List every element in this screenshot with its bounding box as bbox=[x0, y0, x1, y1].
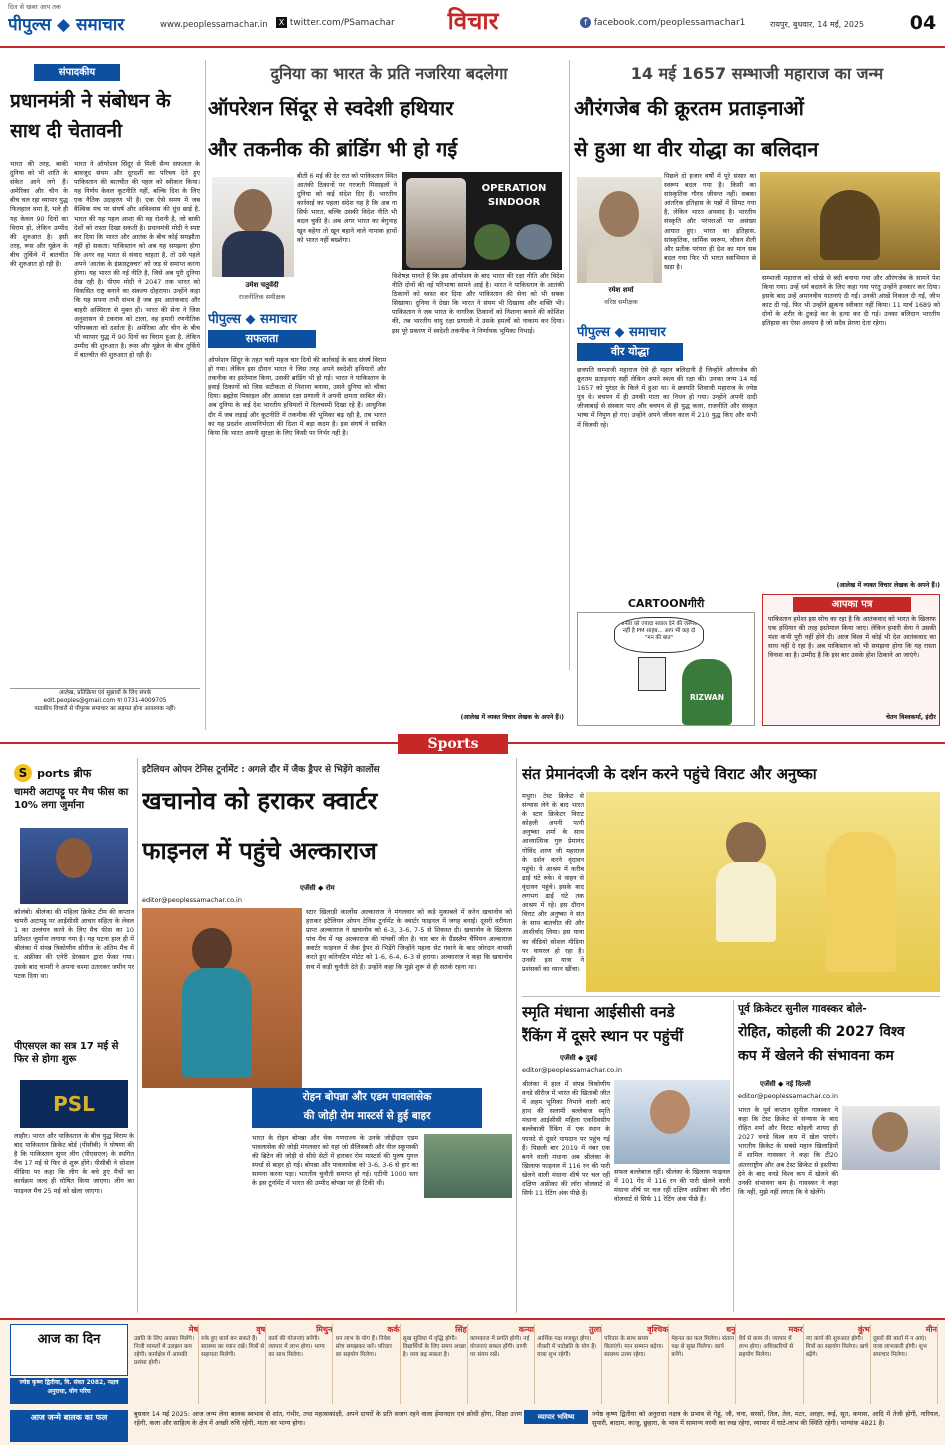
player-face-shape bbox=[56, 838, 92, 878]
zodiac-sign-cell bbox=[604, 1324, 669, 1404]
zodiac-sign-text: उन्नति के लिए अवसर मिलेंगे। निजी मामलों में उलझन कम रहेगी। कार्यक्षेत्र में आपकी प्रशंसा होगी। bbox=[134, 1336, 195, 1366]
article2-author-name: रमेश शर्मा bbox=[608, 286, 634, 294]
pm-photo-shape bbox=[406, 178, 466, 268]
facebook-link[interactable] bbox=[580, 17, 760, 33]
author-body-shape bbox=[587, 237, 653, 283]
footer-contact-label: आलेख, प्रतिक्रिया एवं सुझावों के लिए संपर्क bbox=[58, 690, 152, 696]
virat-anushka-photo bbox=[586, 792, 940, 992]
cartoon-label: CARTOONगीरी bbox=[627, 597, 705, 610]
mandhana-headline-line2: रैंकिंग में दूसरे स्थान पर पहुंचीं bbox=[522, 1027, 684, 1045]
column-divider bbox=[733, 1000, 734, 1312]
psl-logo: PSL bbox=[20, 1080, 128, 1128]
editorial-title: प्रधानमंत्री ने संबोधन के साथ दी चेतावनी bbox=[10, 90, 171, 142]
brief-headline-1: चामरी अटापट्टू पर मैच फीस का 10% लगा जुर्माना bbox=[14, 787, 129, 811]
zodiac-sign-text: परिवार के साथ समय बिताएंगे। मान सम्मान बढ़ेगा। स्वास्थ्य उत्तम रहेगा। bbox=[604, 1336, 664, 1358]
gavaskar-kicker: पूर्व क्रिकेटर सुनील गावस्कर बोले- bbox=[738, 1003, 867, 1015]
zodiac-sign-text: रुके हुए कार्य बन सकते हैं। स्वास्थ्य का ध्यान रखें। मित्रों से सहायता मिलेगी। bbox=[201, 1336, 265, 1358]
statue-shape bbox=[820, 190, 880, 260]
letters-label: आपका पत्र bbox=[793, 597, 911, 612]
zodiac-sign-text: नए कार्य की शुरुआत होगी। मित्रों का सहयोग मिलेगा। खर्च बढ़ेंगे। bbox=[805, 1336, 869, 1358]
letters-signature: चेतन विश्वकर्मा, इंदौर bbox=[885, 714, 936, 721]
article2-body-main: छत्रपति सम्भाजी महाराज ऐसे ही महान बलिदानी हैं जिन्होंने औरंगजेब की क्रूरतम प्रताड़नाएं सहीं लेकिन अपने स्वत्व की रक्षा की। उनका जन्म 14 मई 1657 को पुरंदर के किले में हुआ था। वे छत्रपति शिवाजी महाराज के ज्येष्ठ पुत्र थे। बचपन में ही उनकी माता का निधन हो गया। उन्होंने अपनी दादी जीजाबाई से संस्कार पाए और बचपन से ही युद्ध कला, राजनीति और संस्कृत भाषा में निपुण हो गए। उन्होंने अपने जीवन काल में 210 युद्ध किए और सभी में विजयी रहे। bbox=[577, 366, 757, 429]
facebook-handle: facebook.com/peoplessamachar1 bbox=[593, 18, 746, 28]
zodiac-sign-name: कुंभ bbox=[858, 1325, 870, 1334]
zodiac-sign-cell bbox=[268, 1324, 333, 1404]
zodiac-sign-name: मकर bbox=[788, 1325, 803, 1334]
army-chief-photo-shape bbox=[474, 224, 510, 260]
author-face-shape bbox=[234, 189, 272, 233]
article1-headline-line2: और तकनीक की ब्रांडिंग भी हो गई bbox=[208, 137, 458, 161]
today-text: ज्येष्ठ कृष्ण द्वितीया, वि. संवत 2082, नक्षत्र अनुराधा, योग परिघ bbox=[10, 1378, 128, 1404]
zodiac-sign-cell bbox=[739, 1324, 804, 1404]
zodiac-sign-cell bbox=[671, 1324, 736, 1404]
article1-body-intro: बीती 6 मई की देर रात को पाकिस्तान स्थित आतंकी ठिकानों पर गरजती मिसाइलों ने दुनिया को कई संदेश दिए हैं। भारतीय कार्रवाई का पहला संदेश यह है कि अब ना सिर्फ भारत, बल्कि उसकी विदेश नीति भी बदल चुकी है। अब अगर भारत का बेगुनाह खून बहेगा तो खून बहाने वाले नापाक हाथों को भारत नहीं बख्शेगा। bbox=[297, 172, 397, 244]
article2-badge-logo: पीपुल्स ◆ समाचार bbox=[577, 325, 666, 340]
bopanna-headline-line2: की जोड़ी रोम मास्टर्स से हुई बाहर bbox=[303, 1110, 431, 1122]
cartoon-panel bbox=[577, 612, 755, 726]
article1-author-name: उमेश चतुर्वेदी bbox=[245, 281, 279, 289]
x-logo-icon: X bbox=[276, 17, 287, 28]
sambhaji-statue-photo bbox=[760, 172, 940, 270]
zodiac-sign-name: तुला bbox=[589, 1325, 602, 1334]
bopanna-photo bbox=[424, 1134, 512, 1198]
article2-body-intro: पिछले दो हजार वर्षों में पूरे संसार का स्वरूप बदल गया है। किसी का सांस्कृतिक गौरव जीवन्त नहीं। सबका आंतरिक इतिहास के पन्नों में सिमट गया है, लेकिन भारत अपवाद है। भारतीय संस्कृति और परंपराओं पर असंख्य आघात हुए। भारत का इतिहास, सांस्कृतिक, धार्मिक स्वरूप, जीवन शैली और प्रतीक परंपरा ही देश का मान सब बदल गया फिर भी भारत स्वाभिमान से खड़ा है। bbox=[664, 172, 756, 271]
zodiac-sign-name: वृश्चिक bbox=[647, 1325, 669, 1334]
cartoon-shirt-text: RIZWAN bbox=[689, 693, 725, 702]
zodiac-sign-name: कन्या bbox=[518, 1325, 534, 1334]
zodiac-sign-text: दूसरों की बातों में न आएं। यात्रा लाभकारी होगी। शुभ समाचार मिलेगा। bbox=[872, 1336, 927, 1358]
article1-badge-logo: पीपुल्स ◆ समाचार bbox=[208, 312, 297, 327]
zodiac-sign-cell bbox=[806, 1324, 871, 1404]
zodiac-sign-text: कार्य की योजनाएं बनेंगी। व्यापार में लाभ होगा। भाग्य का साथ मिलेगा। bbox=[268, 1336, 325, 1358]
operation-sindoor-logo-text: OPERATION SINDOOR bbox=[481, 183, 547, 208]
author-photo-umesh bbox=[212, 177, 294, 277]
editorial-sidebox: भारत की तरह, बाकी दुनिया को भी शांति के संकेत आने लगे हैं। अमेरिका और चीन के बीच चल रहा व्यापार युद्ध फिलहाल थमा है, भले ही यह केवल 90 दिनों का विराम हो, लेकिन उम्मीद की शुरुआत है। इसी तरह, रूस और यूक्रेन के बीच तुर्किये में बातचीत की शुरुआत हो रही है। bbox=[10, 160, 68, 269]
dateline: रायपुर, बुधवार, 14 मई, 2025 bbox=[770, 20, 865, 29]
virat-headline: संत प्रेमानंदजी के दर्शन करने पहुंचे विराट और अनुष्का bbox=[522, 765, 817, 783]
brief-body-2: लाहौर। भारत और पाकिस्तान के बीच युद्ध विराम के बाद पाकिस्तान क्रिकेट बोर्ड (पीसीबी) ने घोषणा की है कि पाकिस्तान सुपर लीग (पीएसएल) के स्थगित मैच 17 मई से फिर से शुरू होंगे। पीसीबी ने सोशल मीडिया पर कहा कि लीग के बचे हुए मैचों का कार्यक्रम जल्द ही घोषित किया जाएगा। लीग का फाइनल मैच 25 मई को खेला जाएगा। bbox=[14, 1132, 134, 1195]
person-body-shape bbox=[716, 862, 776, 942]
alcaraz-kicker: इटैलियन ओपन टेनिस टूर्नामेंट : अगले दौर में जैक ड्रैपर से भिड़ेंगे कार्लोस bbox=[142, 765, 380, 775]
operation-sindoor-photo bbox=[402, 172, 562, 270]
gavaskar-photo bbox=[842, 1106, 940, 1170]
zodiac-sign-name: वृष bbox=[256, 1325, 266, 1334]
zodiac-sign-cell bbox=[537, 1324, 602, 1404]
sports-brief-text: ports ब्रीफ bbox=[37, 767, 92, 780]
pak-pm-photo-shape bbox=[516, 224, 552, 260]
mandhana-headline-line1: स्मृति मंधाना आईसीसी वनडे bbox=[522, 1003, 675, 1021]
saint-shape bbox=[826, 832, 896, 972]
twitter-link[interactable] bbox=[276, 17, 436, 33]
zodiac-sign-name: कर्क bbox=[387, 1325, 400, 1334]
cartoon-tv-shape bbox=[638, 657, 666, 691]
alcaraz-body: स्टार खिलाड़ी कार्लोस अल्काराज ने मंगलवार को कड़े मुकाबले में करेन खचानोव को हराकर इटैलियन ओपन टेनिस टूर्नामेंट के क्वार्टर फाइनल में जगह बनाई। दूसरी वरीयता प्राप्त अल्काराज ने खचानोव को 6-3, 3-6, 7-5 से शिकस्त दी। खचानोव के खिलाफ पांच मैच में यह अल्काराज की पांचवीं जीत है। चार बार के ग्रैंडस्लैम चैंपियन अल्काराज क्वार्टर फाइनल में जैक ड्रैपर से भिड़ेंगे जिन्होंने पहला सेट गंवाने के बाद जोरदार वापसी करते हुए कोरेनटिन मोटेट को 1-6, 6-4, 6-3 से हराया। अल्काराज ने कहा कि खचानोव सच में कड़ी चुनौती देते हैं। उन्होंने कहा कि मुझे शुरू से ही सतर्क रहना था। bbox=[306, 908, 512, 971]
author-body-shape bbox=[222, 231, 284, 277]
bottom-label: आज जन्मे बालक का फल bbox=[10, 1410, 128, 1442]
article1-badge-label: सफलता bbox=[208, 330, 316, 348]
editorial-footer bbox=[10, 688, 200, 730]
alcaraz-headline-line1: खचानोव को हराकर क्वार्टर bbox=[142, 787, 378, 815]
alcaraz-byline: एजेंसी ◆ रोम bbox=[300, 884, 335, 892]
article1-body-continued: विशेषज्ञ मानते हैं कि इस ऑपरेशन के बाद भारत की रक्षा नीति और विदेश नीति दोनों की नई परिभाषा सामने आई है। भारत ने पाकिस्तान के आतंकी ठिकानों को ध्वस्त कर दिया और पाकिस्तान की सेना को भी सबक सिखाया। दुनिया ने देखा कि भारत ने संयम भी दिखाया और शक्ति भी। पाकिस्तान ने जब भारत के नागरिक ठिकानों को निशाना बनाने की कोशिश की, तब भारतीय वायु रक्षा प्रणाली ने उसके हमलों को नाकाम कर दिया। इस पूरे प्रकरण में स्वदेशी तकनीक ने निर्णायक भूमिका निभाई। bbox=[392, 272, 564, 335]
zodiac-sign-name: मेष bbox=[188, 1325, 199, 1334]
chamari-photo bbox=[20, 828, 128, 904]
article2-headline-line1: औरंगजेब की क्रूरतम प्रताड़नाओं bbox=[574, 96, 804, 120]
player-body-shape bbox=[182, 968, 252, 1078]
bopanna-body: भारत के रोहन बोपन्ना और चेक गणराज्य के उनके जोड़ीदार एडम पावलासेक की जोड़ी मंगलवार को यहां जो सैलिसबरी और नील स्कूपस्की की ब्रिटेन की जोड़ी से सीधे सेटों में हारकर रोम मास्टर्स की पुरुष युगल स्पर्धा से बाहर हो गई। बोपन्ना और पावलासेक को 3-6, 3-6 से हार का सामना करना पड़ा। भारतीय चुनौती समाप्त हो गई। एटीपी 1000 स्तर के इस टूर्नामेंट में भारत की उम्मीद बोपन्ना पर ही टिकी थी। bbox=[252, 1134, 418, 1188]
article1-body-main: ऑपरेशन सिंदूर के तहत चली महज चार दिनों की कार्रवाई के बाद संघर्ष विराम हो गया। लेकिन इस दौरान भारत ने जिस तरह अपने स्वदेशी हथियारों और तकनीक का इस्तेमाल किया, उसकी ब्रांडिंग भी हो गई। भारत ने पाकिस्तान के हवाई ठिकानों को जिस सटीकता से निशाना बनाया, उसने दुनिया को चौंका दिया। ब्रह्मोस मिसाइल और आकाश रक्षा प्रणाली ने अपनी क्षमता साबित की। अब दुनिया के कई देश भारतीय हथियारों में दिलचस्पी दिखा रहे हैं। आधुनिक दौर में जब लड़ाई और कूटनीति में तकनीक की भूमिका बढ़ रही है, तब भारत का यह प्रदर्शन आत्मनिर्भरता की दिशा में बड़ा कदम है। इस संघर्ष ने साबित किया कि भारत अपनी सुरक्षा के लिए किसी पर निर्भर नहीं है। bbox=[208, 356, 386, 437]
zodiac-sign-name: सिंह bbox=[455, 1325, 467, 1334]
zodiac-sign-cell bbox=[470, 1324, 535, 1404]
person-face-shape bbox=[872, 1112, 908, 1152]
zodiac-sign-name: धनु bbox=[726, 1325, 736, 1334]
article1-kicker: दुनिया का भारत के प्रति नजरिया बदलेगा bbox=[270, 64, 508, 83]
letters-box bbox=[762, 594, 940, 726]
zodiac-sign-cell bbox=[201, 1324, 266, 1404]
zodiac-sign-cell bbox=[403, 1324, 468, 1404]
player-face-shape bbox=[650, 1090, 690, 1134]
editorial-label: संपादकीय bbox=[34, 64, 120, 81]
article2-body-continued: सम्भाजी महाराज को धोखे से बंदी बनाया गया और औरंगजेब के सामने पेश किया गया। उन्हें धर्म बदलने के लिए कहा गया परंतु उन्होंने इनकार कर दिया। इसके बाद उन्हें अमानवीय यातनाएं दी गईं। उनकी आंखें निकाल दी गईं, जीभ काट दी गई, फिर भी उन्होंने झुकना स्वीकार नहीं किया। 11 मार्च 1689 को दोनों के शरीर के टुकड़े कर के हत्या कर दी गई। उनका बलिदान भारतीय इतिहास का ऐसा अध्याय है जो सदैव प्रेरणा देता रहेगा। bbox=[762, 274, 940, 328]
footer-email[interactable]: edit.peoples@gmail.com या 0731-4009705 bbox=[43, 698, 167, 704]
author-face-shape bbox=[599, 191, 639, 237]
article2-badge-label: वीर योद्धा bbox=[577, 343, 683, 361]
zodiac-sign-text: धैर्य से काम लें। व्यापार में लाभ होगा। अधिकारियों से सहयोग मिलेगा। bbox=[738, 1336, 794, 1358]
mandhana-photo bbox=[614, 1080, 730, 1164]
bopanna-headline-line1: रोहन बोपन्ना और एडम पावलासेक bbox=[302, 1091, 432, 1103]
horoscope-section bbox=[0, 1318, 945, 1445]
gavaskar-email[interactable]: editor@peoplessamachar.co.in bbox=[738, 1092, 838, 1100]
zodiac-sign-text: आर्थिक पक्ष मजबूत होगा। नौकरी में पदोन्नति के योग हैं। यात्रा शुभ रहेगी। bbox=[537, 1336, 597, 1358]
zodiac-sign-cell bbox=[134, 1324, 199, 1404]
mandhana-body: श्रीलंका में हाल में संपन्न त्रिकोणीय वनडे सीरीज में भारत की खिताबी जीत में अहम भूमिका निभाने वाली बाएं हाथ की सलामी बल्लेबाज स्मृति मंधाना आईसीसी महिला एकदिवसीय बल्लेबाजी रैंकिंग में एक स्थान के फायदे से दूसरे पायदान पर पहुंच गई हैं। पिछली बार 2019 में नंबर एक बनने वाली मंधाना अब श्रीलंका के खिलाफ फाइनल में 116 रन की पारी खेलने वाली मंधाना शीर्ष पर चल रहीं दक्षिण अफ्रीका की लॉरा वोलवार्ट से सिर्फ 11 रेटिंग अंक पीछे हैं। bbox=[522, 1080, 610, 1198]
article2-note: (आलेख में व्यक्त विचार लेखक के अपने हैं।) bbox=[836, 582, 940, 589]
footer-disclaimer: पाठकीय विचारों से पीपुल्स समाचार का सहमत होना आवश्यक नहीं। bbox=[34, 706, 176, 712]
column-divider bbox=[137, 758, 138, 1313]
letters-body: पाकिस्तान हमेशा इस सोच का रहा है कि आतंकवाद को भारत के खिलाफ एक हथियार की तरह इस्तेमाल किया जाए। लेकिन हमारी सेना ने उसकी मंशा कभी पूरी नहीं होने दी। आज विश्व में कोई भी देश आतंकवाद का साथ नहीं दे रहा है। अब पाकिस्तान को भी समझना होगा कि यह रास्ता विनाश का है। उम्मीद है कि इस बार उसके होश ठिकाने आ जाएंगे। bbox=[768, 615, 936, 660]
zodiac-sign-cell bbox=[336, 1324, 401, 1404]
column-divider bbox=[569, 60, 570, 670]
bottom-text: बुधवार 14 मई 2025: आज जन्म लेना बालक स्वभाव से शांत, गंभीर, तथा महत्वाकांक्षी, अपने दायरों के प्रति सजग रहने वाला ईमानदार एवं क्रोधी होगा, शिक्षा उत्तम रहेगी, कला और साहित्य के क्षेत्र में अच्छी रुचि रहेगी, माता का भाग्य होगा। bbox=[134, 1410, 522, 1428]
zodiac-sign-name: मीन bbox=[925, 1325, 937, 1334]
mandhana-byline: एजेंसी ◆ दुबई bbox=[560, 1054, 598, 1062]
article1-author-role: राजनीतिक समीक्षक bbox=[238, 293, 286, 301]
twitter-handle: twitter.com/PSamachar bbox=[289, 18, 395, 28]
gavaskar-byline: एजेंसी ◆ नई दिल्ली bbox=[760, 1080, 811, 1088]
author-photo-ramesh bbox=[577, 177, 662, 283]
player-head-shape bbox=[192, 928, 232, 972]
article1-headline-line1: ऑपरेशन सिंदूर से स्वदेशी हथियार bbox=[208, 96, 454, 120]
gavaskar-body: भारत के पूर्व कप्तान सुनील गावस्कर ने कहा कि टेस्ट क्रिकेट से संन्यास के बाद रोहित शर्मा और विराट कोहली शायद ही 2027 वनडे विश्व कप में खेल पाएंगे। भारतीय क्रिकेट के सबसे महान खिलाड़ियों में शामिल गावस्कर ने कहा कि टी20 अंतरराष्ट्रीय और अब टेस्ट क्रिकेट से इस्तीफा देने के बाद वनडे विश्व कप में खेलने की उनकी संभावना कम है। गावस्कर ने कहा कि नहीं, मुझे नहीं लगता कि वे खेलेंगे। bbox=[738, 1106, 838, 1196]
cartoon-speech-bubble: जनता को ज्यादा सवाल देने की जरूरत नहीं है PM साहब... आप भी कह दो "मन की बात" bbox=[614, 617, 704, 653]
business-label: व्यापार भविष्य bbox=[524, 1410, 588, 1424]
bopanna-headline bbox=[252, 1088, 482, 1128]
business-text: ज्येष्ठ कृष्ण द्वितीया को अनुराधा नक्षत्र के प्रभाव से गेहूं, जौ, चना, सरसों, तिल, तेल, मटर, अरहर, रूई, सूत, कपास, आदि में तेजी होगी, नारियल, सुपारी, बादाम, काजू, छुहारा, के भाव में सामान्य नरमी का रुख रहेगा, व्यापार में घाटे-लाभ की स्थिति रहेगी। भाग्यांक 4821 है। bbox=[592, 1410, 940, 1428]
virat-body: मथुरा। टेस्ट क्रिकेट से संन्यास लेने के बाद भारत के स्टार क्रिकेटर विराट कोहली अपनी पत्नी अनुष्का शर्मा के साथ आध्यात्मिक गुरु प्रेमानंद गोविंद शरण जी महाराज के दर्शन करने वृंदावन पहुंचे। ये आश्रम में करीब ढाई घंटे रुके। वे वाहन से वृंदावन पहुंचे। इसके बाद लगभग ढाई घंटे तक आश्रम में रहे। इस दौरान विराट और अनुष्का ने संत के साथ बातचीत की और आशीर्वाद लिया। इस यात्रा का वीडियो सोशल मीडिया पर वायरल हो रहा है। उनकी इस यात्रा ने प्रशंसकों का ध्यान खींचा। bbox=[522, 792, 584, 973]
page-number: 04 bbox=[909, 12, 937, 34]
sports-s-icon: S bbox=[14, 764, 32, 782]
gavaskar-headline-line1: रोहित, कोहली की 2027 विश्व bbox=[738, 1024, 905, 1040]
mandhana-caption: सफल बल्लेबाज रहीं। श्रीलंका के खिलाफ फाइनल में 101 गेंद में 116 रन की पारी खेलने वाली मंधाना शीर्ष पर चल रहीं दक्षिण अफ्रीका की लौरा वोलवार्ट से सिर्फ 11 रेटिंग अंक पीछे हैं। bbox=[614, 1168, 730, 1204]
zodiac-sign-text: कामकाज में प्रगति होगी। नई योजनाएं सफल होंगी। वाणी पर संयम रखें। bbox=[469, 1336, 530, 1358]
column-divider bbox=[516, 758, 517, 1313]
website-link[interactable]: www.peoplessamachar.in bbox=[160, 20, 268, 30]
today-label: आज का दिन bbox=[10, 1324, 128, 1376]
brief-body-1: कोलंबो। श्रीलंका की महिला क्रिकेट टीम की कप्तान चामरी अटापट्टू पर आईसीसी आचार संहिता के लेवल 1 का उल्लंघन करने के लिए मैच फीस का 10 प्रतिशत जुर्माना लगाया गया है। यह घटना हाल ही में श्रीलंका में संपन्न त्रिकोणीय सीरीज के अंतिम मैच में द. अफ्रीका की एनेरी डेरक्सन द्वारा फेंका गया। उसके बाद चामरी ने अपना चश्मा उतारकर जमीन पर पटक दिया था। bbox=[14, 908, 134, 980]
column-divider bbox=[205, 60, 206, 730]
article2-headline-line2: से हुआ था वीर योद्धा का बलिदान bbox=[574, 137, 819, 161]
mandhana-email[interactable]: editor@peoplessamachar.co.in bbox=[522, 1066, 622, 1074]
gavaskar-headline-line2: कप में खेलने की संभावना कम bbox=[738, 1048, 894, 1064]
zodiac-sign-cell bbox=[873, 1324, 938, 1404]
sports-brief-logo bbox=[14, 762, 132, 782]
zodiac-sign-text: सुख सुविधा में वृद्धि होगी। विद्यार्थियों के लिए समय अच्छा है। व्यय बढ़ सकता है। bbox=[402, 1336, 466, 1358]
masthead bbox=[0, 0, 945, 48]
person-shape bbox=[726, 822, 766, 866]
masthead-tagline: दिल से खबर आप तक bbox=[8, 3, 61, 11]
alcaraz-email[interactable]: editor@peoplessamachar.co.in bbox=[142, 896, 242, 904]
zodiac-signs-row bbox=[134, 1324, 940, 1404]
section-title: विचार bbox=[447, 7, 499, 35]
article2-author-role: वरिष्ठ समीक्षक bbox=[604, 298, 638, 306]
zodiac-sign-text: मेहनत का फल मिलेगा। संतान पक्ष से सुख मिलेगा। कार्य बनेंगे। bbox=[671, 1336, 734, 1358]
article1-note: (आलेख में व्यक्त विचार लेखक के अपने हैं।) bbox=[460, 714, 564, 721]
sports-label: Sports bbox=[398, 734, 508, 754]
article2-kicker: 14 मई 1657 सम्भाजी महाराज का जन्म bbox=[630, 64, 884, 83]
alcaraz-photo bbox=[142, 908, 302, 1088]
zodiac-sign-text: धन लाभ के योग हैं। निवेश सोच समझकर करें। परिवार का सहयोग मिलेगा। bbox=[335, 1336, 393, 1358]
editorial-body: भारत ने ऑपरेशन सिंदूर से मिली सैन्य सफलता के बावजूद संयम और दूरदर्शी का परिचय देते हुए पाकिस्तान की बातचीत की पहल को स्वीकार किया। यह निर्णय केवल कूटनीति नहीं, बल्कि दिश के लिए एक नैतिक उदाहरण भी है। एक ऐसे समय में जब वैश्विक मंच पर संघर्ष और अविश्वास की धुंध छाई है, भारत की यह पहल आशा की वह रोशनी है, जो बाकी देशों को रास्ता दिखा सकती है। प्रधानमंत्री मोदी ने स्पष्ट कर दिया कि भारत और आतंक के बीच कोई समझौता नहीं हो सकता। पाकिस्तान को अब यह समझना होगा कि अगर वह भारत से संवाद चाहता है, तो उसे पहले अपने 'आतंक के इंफ्रास्ट्रक्चर' को जड़ से समाप्त करना होगा। यह भारत की नई नीति है, जिसे अब पूरी दुनिया देख रही है। पीएम मोदी ने 2047 तक भारत को विकसित राष्ट्र बनाने का संकल्प दोहराया। उन्होंने कहा कि यह सपना तभी संभव है जब हम आतंकवाद और बाहरी अस्थिरता से मुक्त हों। भारत की सेना ने जिस अनुशासन से टकराव को टाला, वह हमारी रणनीतिक परिपक्वता को दर्शाता है। अमेरिका और चीन के बीच भी व्यापार युद्ध में 90 दिनों का विराम हुआ है, लेकिन उम्मीद की शुरुआत है। रूस और यूक्रेन के बीच तुर्किये में बातचीत की शुरुआत हो रही है। bbox=[74, 160, 200, 359]
alcaraz-headline-line2: फाइनल में पहुंचे अल्काराज bbox=[142, 837, 377, 865]
section-divider bbox=[522, 996, 940, 997]
facebook-icon: f bbox=[580, 17, 591, 28]
newspaper-logo: पीपुल्स ◆ समाचार bbox=[8, 15, 125, 35]
cartoon-person-shape bbox=[682, 659, 732, 725]
brief-headline-2: पीएसएल का सत्र 17 मई से फिर से होगा शुरू bbox=[14, 1041, 119, 1065]
zodiac-sign-name: मिथुन bbox=[316, 1325, 333, 1334]
